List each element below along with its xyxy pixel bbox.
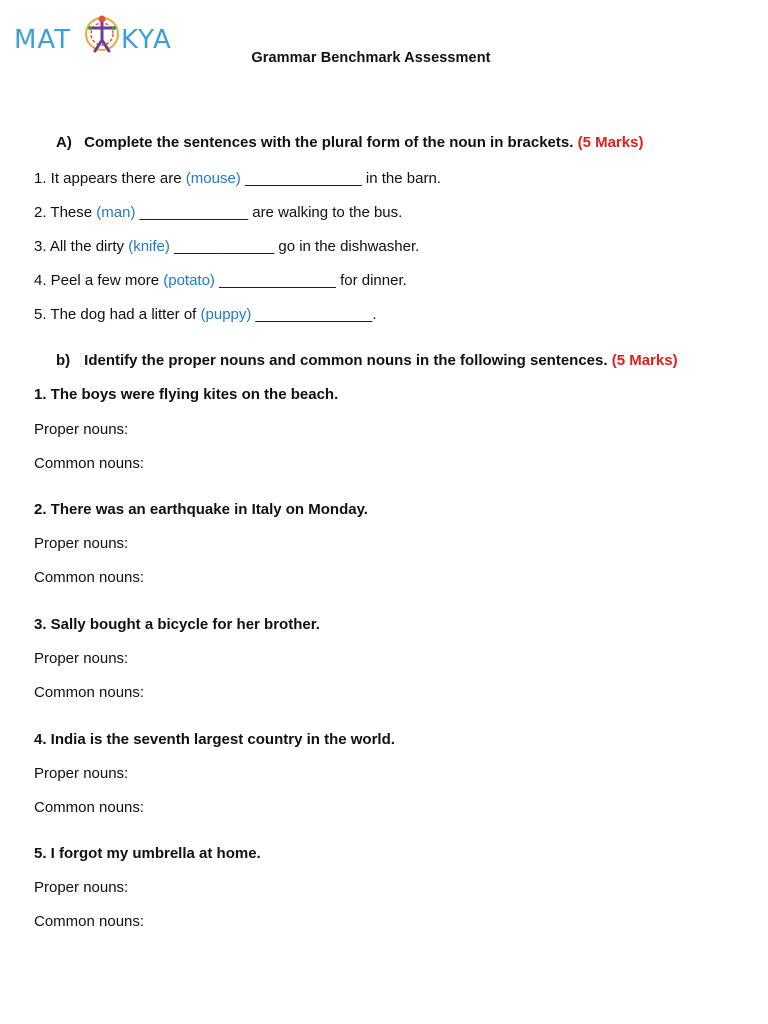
proper-nouns-label: Proper nouns: bbox=[34, 650, 129, 667]
section-b-heading bbox=[56, 352, 678, 369]
item-blank-text: ______________. bbox=[251, 306, 377, 323]
section-a-item bbox=[34, 306, 377, 323]
item-text: 1. It appears there are bbox=[34, 170, 186, 187]
section-a-heading bbox=[56, 134, 643, 151]
common-nouns-label: Common nouns: bbox=[34, 455, 145, 472]
section-a-marks: (5 Marks) bbox=[577, 134, 644, 151]
section-a-item bbox=[34, 238, 419, 255]
proper-nouns-label: Proper nouns: bbox=[34, 535, 129, 552]
section-b-label: b) bbox=[56, 352, 71, 369]
proper-nouns-label: Proper nouns: bbox=[34, 879, 129, 896]
item-blank-text: _____________ are walking to the bus. bbox=[135, 204, 403, 221]
question-sentence: 4. India is the seventh largest country in the world. bbox=[34, 731, 395, 748]
logo-right-text: KYA bbox=[121, 25, 172, 55]
item-blank-text: ______________ for dinner. bbox=[214, 272, 407, 289]
logo-figure-icon bbox=[86, 16, 118, 52]
question-sentence: 3. Sally bought a bicycle for her brother. bbox=[34, 616, 320, 633]
item-blank-text: ____________ go in the dishwasher. bbox=[169, 238, 420, 255]
noun-hint: (man) bbox=[96, 204, 136, 221]
section-a-item bbox=[34, 204, 402, 221]
proper-nouns-label: Proper nouns: bbox=[34, 421, 129, 438]
common-nouns-label: Common nouns: bbox=[34, 913, 145, 930]
section-b-marks: (5 Marks) bbox=[611, 352, 678, 369]
noun-hint: (mouse) bbox=[185, 170, 241, 187]
common-nouns-label: Common nouns: bbox=[34, 799, 145, 816]
question-sentence: 5. I forgot my umbrella at home. bbox=[34, 845, 261, 862]
question-sentence: 1. The boys were flying kites on the beach. bbox=[34, 386, 339, 403]
item-text: 2. These bbox=[34, 204, 97, 221]
common-nouns-label: Common nouns: bbox=[34, 684, 145, 701]
item-blank-text: ______________ in the barn. bbox=[240, 170, 441, 187]
noun-hint: (potato) bbox=[163, 272, 215, 289]
section-a-label: A) bbox=[56, 134, 72, 151]
noun-hint: (knife) bbox=[128, 238, 170, 255]
item-text: 3. All the dirty bbox=[34, 238, 129, 255]
section-a-item bbox=[34, 272, 407, 289]
question-sentence: 2. There was an earthquake in Italy on Monday. bbox=[34, 501, 368, 518]
proper-nouns-label: Proper nouns: bbox=[34, 765, 129, 782]
section-b-instruction: Identify the proper nouns and common nouns in the following sentences. bbox=[84, 352, 608, 369]
item-text: 5. The dog had a litter of bbox=[34, 306, 201, 323]
item-text: 4. Peel a few more bbox=[34, 272, 164, 289]
logo-left-text: MAT bbox=[14, 25, 72, 55]
section-a-item bbox=[34, 170, 441, 187]
noun-hint: (puppy) bbox=[200, 306, 252, 323]
common-nouns-label: Common nouns: bbox=[34, 569, 145, 586]
section-a-instruction: Complete the sentences with the plural form of the noun in brackets. bbox=[84, 134, 574, 151]
page-title: Grammar Benchmark Assessment bbox=[251, 50, 491, 66]
